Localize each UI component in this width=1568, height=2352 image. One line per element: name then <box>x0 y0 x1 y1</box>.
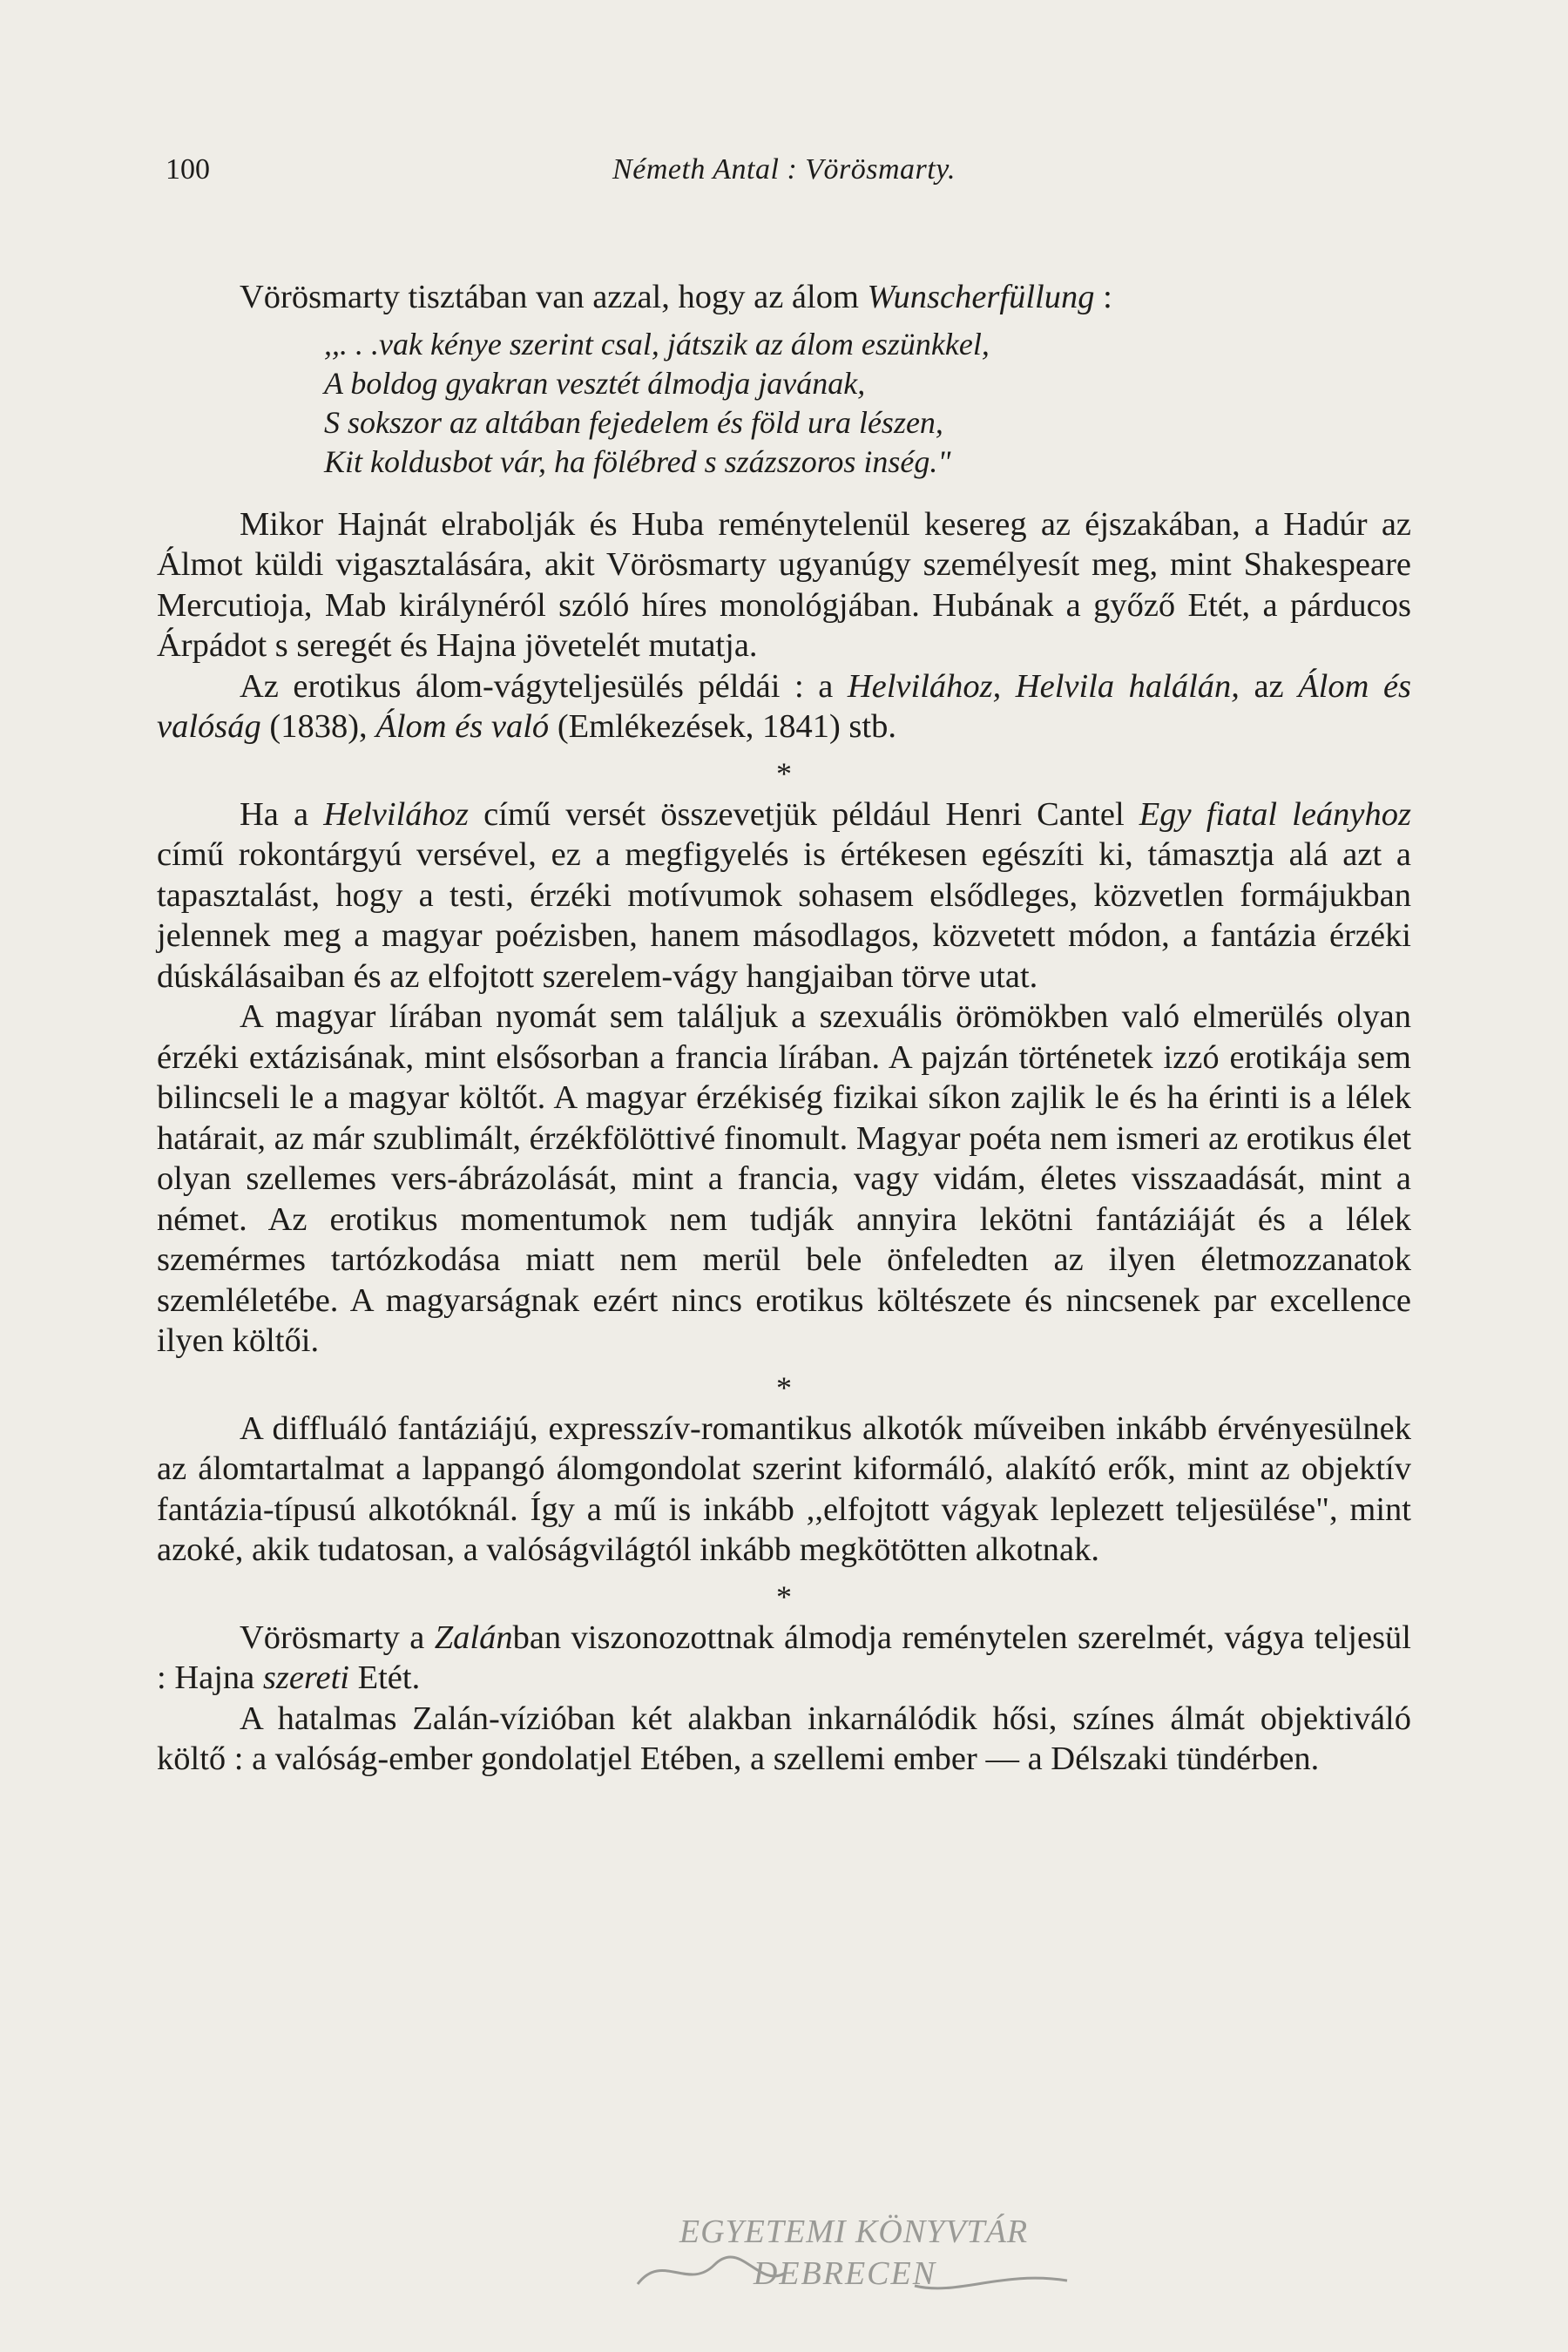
text-run: Az erotikus álom-vágyteljesülés példái : a <box>240 667 848 705</box>
verse-line: S sokszor az altában fejedelem és föld ura lészen, <box>324 404 943 440</box>
text-run: Vörösmarty a <box>240 1619 435 1656</box>
paragraph-hungarian-lyric: A magyar lírában nyomát sem találjuk a szexuális örömökben való elmerülés olyan érzéki extázisának, mint elsősorban a francia lírában. A pajzán történetek izzó erotikája sem bilincseli le a magyar költőt. A magyar érzékiség fizikai síkon zajlik le és ha érinti is a lélek határait, az már szublimált, érzékfölöttivé finomult. Magyar poéta nem ismeri az erotikus élet olyan szellemes vers-ábrázolását, mint a francia, vagy vidám, életes visszaadását, mint a német. Az erotikus momentumok nem tudják annyira lekötni fantáziáját és a lélek szemérmes tartózkodása miatt nem merül bele önfeledten az ilyen életmozzanatok szemléletébe. A magyarságnak ezért nincs erotikus költészete és nincsenek par excellence ilyen költői. <box>157 998 1412 1359</box>
section-separator: * <box>776 755 792 791</box>
text-run: Ha a <box>240 795 324 833</box>
paragraph-dream-huba: Mikor Hajnát elrabolják és Huba reménytelenül kesereg az éjszakában, a Hadúr az Álmot küldi vigasztalására, akit Vörösmarty ugyanúgy személyesít meg, mint Shakespeare Mercutioja, Mab királynéról szóló híres monológjában. Hubának a győző Etét, a párducos Árpádot s seregét és Hajna jövetelét mutatja. <box>157 505 1411 664</box>
page-number: 100 <box>166 153 210 186</box>
paragraph-zalan-vision: A hatalmas Zalán-vízióban két alakban inkarnálódik hősi, színes álmát objektiváló költő : a valóság-ember gondolatjel Etében, a szellemi ember — a Délszaki tündérben. <box>157 1700 1411 1777</box>
intro-colon: : <box>1094 279 1112 315</box>
body-text <box>157 277 1411 1780</box>
intro-paragraph <box>157 277 1411 318</box>
text-run: (Emlékezések, 1841) stb. <box>549 708 896 745</box>
section-separator: * <box>776 1578 792 1614</box>
text-run: Etét. <box>348 1659 421 1696</box>
text-run: az <box>1239 667 1299 705</box>
title-alom-es-valo: Álom és való <box>375 708 550 745</box>
library-stamp <box>627 2204 1080 2300</box>
text-run <box>1001 668 1016 705</box>
verse-quote <box>324 325 1411 482</box>
stamp-line-2: DEBRECEN <box>753 2255 937 2292</box>
text-run: (1838), <box>260 708 376 745</box>
text-run: ban viszonozottnak álmodja reménytelen szerelmét, vágya teljesül : Hajna <box>157 1619 1411 1696</box>
verse-line: ,,. . .vak kénye szerint csal, játszik az álom eszünkkel, <box>324 326 990 362</box>
stamp-flourish <box>915 2278 1067 2288</box>
title-zalan: Zalán <box>434 1619 513 1656</box>
paragraph-zalan <box>157 1618 1411 1699</box>
page-header <box>157 153 1411 192</box>
text-run: című rokontárgyú versével, ez a megfigyelés is értékesen egészíti ki, támasztja alá azt a tapasztalást, hogy a testi, érzéki motívumok sohasem elsődleges, közvetlen formájukban jelennek meg a magyar poézisben, hanem másodlagos, közvetett módon, a fantázia érzéki dúskálásaiban és az elfojtott szerelem-vágy hangjaiban törve utat. <box>157 836 1411 995</box>
paragraph-cantel-comparison <box>157 794 1411 997</box>
paragraph-erotic-examples <box>157 666 1411 747</box>
emphasis-szereti: szereti <box>262 1659 349 1696</box>
title-helvilahoz: Helvilához <box>323 795 470 833</box>
section-separator: * <box>776 1369 792 1405</box>
intro-text: Vörösmarty tisztában van azzal, hogy az álom <box>240 279 868 315</box>
verse-line: A boldog gyakran vesztét álmodja javának, <box>324 365 866 401</box>
running-head: Németh Antal : Vörösmarty. <box>612 153 956 186</box>
stamp-line-1: EGYETEMI KÖNYVTÁR <box>679 2213 1029 2250</box>
title-egy-fiatal-leanyhoz: Egy fiatal leányhoz <box>1139 795 1411 833</box>
intro-term: Wunscherfüllung <box>867 279 1095 315</box>
title-alom-es-valosag: Álom és valóság <box>157 667 1412 745</box>
title-helvilahoz: Helvilához, <box>847 667 1002 705</box>
title-helvila-halalan: Helvila halálán, <box>1015 667 1240 705</box>
verse-line: Kit koldusbot vár, ha fölébred s százszoros inség." <box>324 443 951 479</box>
text-run: című versét összevetjük például Henri Cantel <box>469 795 1139 833</box>
paragraph-diffluent-fantasy: A diffluáló fantáziájú, expresszív-romantikus alkotók műveiben inkább érvényesülnek az álomtartalmat a lappangó álomgondolat szerint kiformáló, alakító erők, mint az objektív fantázia-típusú alkotóknál. Így a mű is inkább ,,elfojtott vágyak leplezett teljesülése", mint azoké, akik tudatosan, a valóságvilágtól inkább megkötötten alkotnak. <box>157 1409 1411 1568</box>
